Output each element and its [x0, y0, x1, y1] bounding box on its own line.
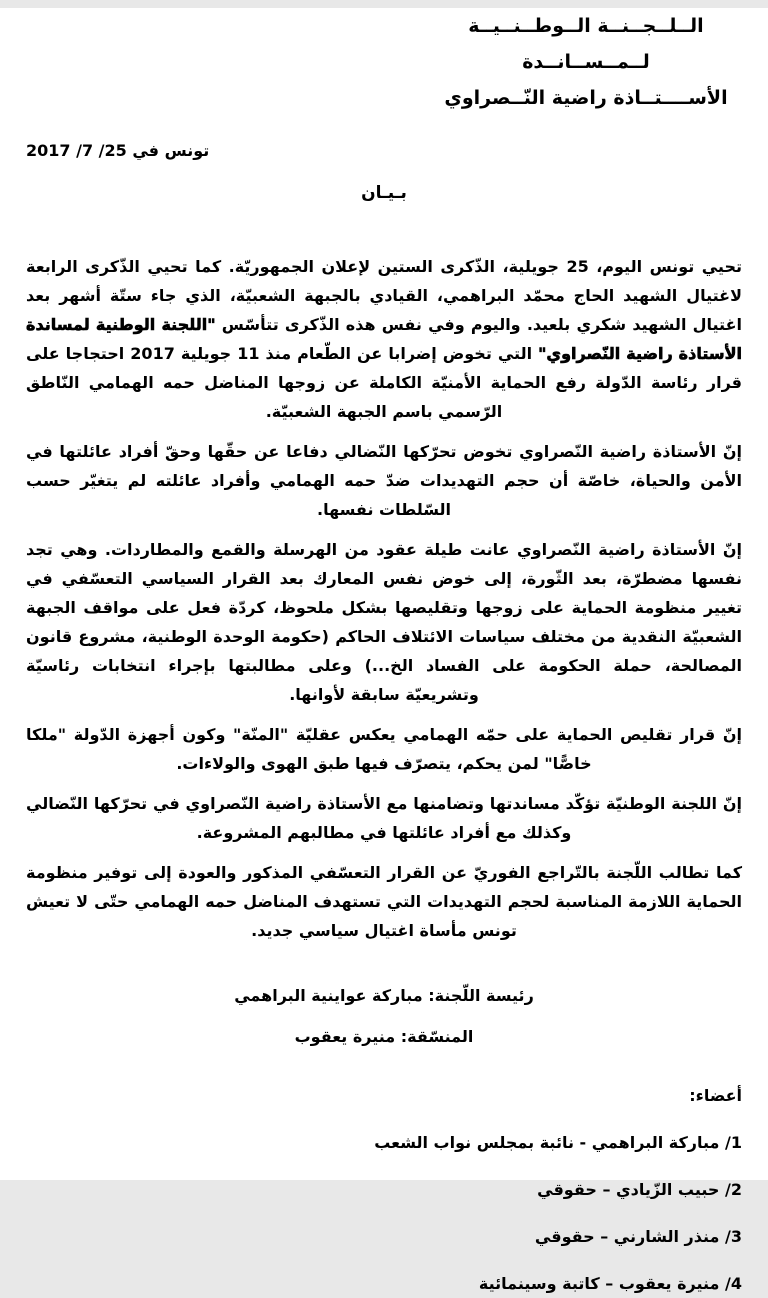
paragraph: [26, 252, 742, 426]
members-heading: أعضاء:: [689, 1086, 742, 1105]
date-line: تونس في 25/ 7/ 2017: [26, 141, 210, 160]
committee-name-line2: الأســــتــاذة راضية النّــصراوي: [444, 87, 728, 109]
member-item: 1/ مباركة البراهمي - نائبة بمجلس نواب الشعب: [374, 1133, 742, 1152]
committee-header: [416, 8, 756, 116]
signature-coordinator: المنسّقة: منيرة يعقوب: [294, 1027, 474, 1046]
statement-document: [0, 8, 768, 1293]
member-item: 4/ منيرة يعقوب – كاتبة وسينمائية: [478, 1274, 742, 1293]
member-item: 3/ منذر الشارني – حقوقي: [534, 1227, 742, 1246]
text-segment: إنّ اللجنة الوطنيّة تؤكّد مساندتها وتضامنها مع الأستاذة راضية النّصراوي في تحرّكها النّضالي وكذلك مع أفراد عائلتها في مطالبهم المشروعة.: [26, 794, 742, 842]
members-section: [0, 1081, 768, 1298]
member-item: 2/ حبيب الزّيادي – حقوقي: [537, 1180, 742, 1199]
text-segment: كما تطالب اللّجنة بالتّراجع الفوريّ عن القرار التعسّفي المذكور والعودة إلى توفير منظومة الحماية اللازمة المناسبة لحجم التهديدات التي تستهدف المناضل حمه الهمامي حتّى لا تعيش تونس مأساة اغتيال سياسي جديد.: [26, 863, 742, 940]
text-segment: تحيي تونس اليوم، 25 جويلية، الذّكرى الستين لإعلان الجمهوريّة. كما تحيي الذّكرى الرابعة لاغتيال الشهيد الحاج محمّد البراهمي، القيادي بالجبهة الشعبيّة، الذي جاء ستّة أشهر بعد اغتيال الشهيد شكري بلعيد. واليوم وفي نفس هذه الذّكرى تتأسّس: [26, 257, 742, 334]
text-segment: إنّ الأستاذة راضية النّصراوي عانت طيلة عقود من الهرسلة والقمع والمطاردات. وهي تجد نفسها مضطرّة، بعد الثّورة، إلى خوض نفس المعارك بعد القرار السياسي التعسّفي في تغيير منظومة الحماية على زوجها وتقليصها بشكل ملحوظ، كردّة فعل على مواقف الجبهة الشعبيّة النقدية من مختلف سياسات الائتلاف الحاكم (حكومة الوحدة الوطنية، مشروع قانون المصالحة، حملة الحكومة على الفساد الخ...) وعلى مطالبتها بإجراء انتخابات رئاسيّة وتشريعيّة سابقة لأوانها.: [26, 540, 742, 704]
paragraph: [26, 535, 742, 709]
paragraph: [26, 437, 742, 524]
signature-president: رئيسة اللّجنة: مباركة عواينية البراهمي: [234, 986, 534, 1005]
text-segment: إنّ قرار تقليص الحماية على حمّه الهمامي يعكس عقليّة "المنّة" وكون أجهزة الدّولة "ملكا خاصًّا" لمن يحكم، يتصرّف فيها طبق الهوى والولاءات.: [26, 725, 742, 773]
text-segment: إنّ الأستاذة راضية النّصراوي تخوض تحرّكها النّضالي دفاعا عن حقّها وحقّ أفراد عائلتها في الأمن والحياة، خاصّة أن حجم التهديدات ضدّ حمه الهمامي وأفراد عائلته لم يتغيّر حسب السّلطات نفسها.: [26, 442, 742, 519]
text-segment: التي تخوض إضرابا عن الطّعام منذ 11 جويلية 2017 احتجاجا على قرار رئاسة الدّولة رفع الحماية الأمنيّة الكاملة عن زوجها المناضل حمه الهمامي النّاطق الرّسمي باسم الجبهة الشعبيّة.: [26, 344, 742, 421]
body-paragraphs: [0, 252, 768, 945]
committee-name-line1: الــلــجــنــة الــوطــنــيــة لــمــســانــدة: [468, 15, 704, 73]
signature-block: [0, 975, 768, 1057]
paragraph: [26, 789, 742, 847]
paragraph: [26, 720, 742, 778]
paragraph: [26, 858, 742, 945]
document-title: بـيـان: [361, 183, 407, 203]
members-list: [26, 1128, 742, 1298]
bold-phrase: "اللجنة الوطنية لمساندة الأستاذة راضية النّصراوي": [26, 315, 743, 363]
